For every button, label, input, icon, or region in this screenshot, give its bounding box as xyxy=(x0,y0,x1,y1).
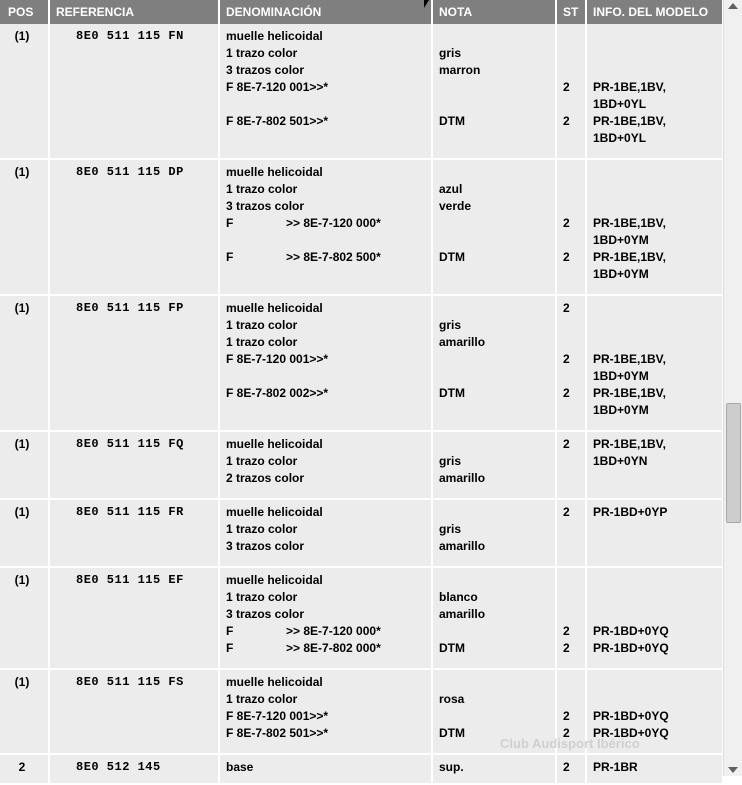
st-line: 2 xyxy=(563,709,570,723)
denominacion-line: 3 trazos color xyxy=(226,539,305,553)
header-pos[interactable]: POS xyxy=(0,0,50,24)
watermark-text: Club Audisport Ibérico xyxy=(500,736,640,751)
st-line xyxy=(563,266,585,283)
info-line: PR-1BD+0YQ xyxy=(593,624,669,638)
row-denominacion xyxy=(220,432,433,498)
nota-line xyxy=(439,232,555,249)
den-prefix: F xyxy=(226,624,234,638)
nota-line xyxy=(439,436,555,453)
st-line xyxy=(563,62,585,79)
row-denominacion xyxy=(220,24,433,158)
denominacion-line: muelle helicoidal xyxy=(226,573,323,587)
row-denominacion xyxy=(220,670,433,753)
nota-line: gris xyxy=(439,522,462,536)
row-info-modelo xyxy=(587,568,724,668)
row-referencia: 8E0 512 145 xyxy=(50,755,220,783)
denominacion-line xyxy=(226,215,431,232)
st-line: 2 xyxy=(563,624,570,638)
denominacion-line: 1 trazo color xyxy=(226,182,298,196)
info-line: PR-1BE,1BV, xyxy=(593,114,666,128)
denominacion-line: 1 trazo color xyxy=(226,318,298,332)
info-line: PR-1BR xyxy=(593,760,638,774)
row-nota xyxy=(433,296,557,430)
row-nota xyxy=(433,755,557,783)
st-line: 2 xyxy=(563,437,570,451)
scroll-down-arrow-icon[interactable] xyxy=(728,767,738,773)
denominacion-line: 3 trazos color xyxy=(226,63,305,77)
denominacion-line: muelle helicoidal xyxy=(226,437,323,451)
row-pos: (1) xyxy=(0,670,50,753)
info-line: 1BD+0YM xyxy=(593,233,649,247)
info-line xyxy=(593,28,722,45)
nota-line: rosa xyxy=(439,692,465,706)
st-line xyxy=(563,606,585,623)
row-nota xyxy=(433,160,557,294)
nota-line: gris xyxy=(439,46,462,60)
denominacion-line: F 8E-7-120 001>>* xyxy=(226,352,329,366)
row-referencia: 8E0 511 115 FP xyxy=(50,296,220,430)
row-referencia: 8E0 511 115 EF xyxy=(50,568,220,668)
nota-line xyxy=(439,130,555,147)
table-row[interactable] xyxy=(0,296,724,432)
row-denominacion xyxy=(220,755,433,783)
row-st xyxy=(557,296,587,430)
st-line: 2 xyxy=(563,641,570,655)
row-st xyxy=(557,568,587,668)
nota-line xyxy=(439,572,555,589)
row-nota xyxy=(433,568,557,668)
info-line: PR-1BD+0YP xyxy=(593,505,668,519)
nota-line: amarillo xyxy=(439,335,486,349)
st-line xyxy=(563,674,585,691)
st-line: 2 xyxy=(563,760,570,774)
header-denominacion[interactable]: DENOMINACIÓN xyxy=(220,0,433,24)
row-referencia: 8E0 511 115 FR xyxy=(50,500,220,566)
header-referencia[interactable]: REFERENCIA xyxy=(50,0,220,24)
row-nota xyxy=(433,432,557,498)
table-row[interactable] xyxy=(0,568,724,670)
st-line xyxy=(563,130,585,147)
st-line xyxy=(563,232,585,249)
nota-line xyxy=(439,266,555,283)
st-line xyxy=(563,164,585,181)
st-line xyxy=(563,317,585,334)
info-line: PR-1BD+0YQ xyxy=(593,726,669,740)
denominacion-line: 1 trazo color xyxy=(226,522,298,536)
row-denominacion xyxy=(220,160,433,294)
denominacion-line xyxy=(226,623,431,640)
row-nota xyxy=(433,500,557,566)
row-referencia: 8E0 511 115 FS xyxy=(50,670,220,753)
denominacion-line: muelle helicoidal xyxy=(226,165,323,179)
nota-line: azul xyxy=(439,182,463,196)
row-pos: (1) xyxy=(0,296,50,430)
header-info-modelo[interactable]: INFO. DEL MODELO xyxy=(587,0,724,24)
info-line xyxy=(593,470,722,487)
st-line xyxy=(563,181,585,198)
nota-line: DTM xyxy=(439,726,465,740)
denominacion-line: F 8E-7-802 501>>* xyxy=(226,114,329,128)
table-row[interactable] xyxy=(0,24,724,160)
st-line xyxy=(563,198,585,215)
den-prefix: F xyxy=(226,641,234,655)
nota-line xyxy=(439,28,555,45)
info-line: 1BD+0YN xyxy=(593,454,648,468)
den-range: >> 8E-7-802 000* xyxy=(286,641,381,655)
denominacion-line: 2 trazos color xyxy=(226,471,305,485)
row-st xyxy=(557,160,587,294)
st-line: 2 xyxy=(563,216,570,230)
st-line xyxy=(563,521,585,538)
info-line: 1BD+0YL xyxy=(593,131,647,145)
denominacion-line xyxy=(226,249,431,266)
denominacion-line xyxy=(226,368,431,385)
info-line: PR-1BE,1BV, xyxy=(593,80,666,94)
row-nota xyxy=(433,24,557,158)
info-line xyxy=(593,334,722,351)
info-line: PR-1BD+0YQ xyxy=(593,641,669,655)
denominacion-line xyxy=(226,266,431,283)
nota-line xyxy=(439,708,555,725)
row-pos: (1) xyxy=(0,432,50,498)
nota-line: blanco xyxy=(439,590,478,604)
table-row[interactable] xyxy=(0,160,724,296)
st-line xyxy=(563,368,585,385)
info-line xyxy=(593,606,722,623)
row-pos: (1) xyxy=(0,568,50,668)
denominacion-line: F 8E-7-802 501>>* xyxy=(226,726,329,740)
st-line: 2 xyxy=(563,352,570,366)
denominacion-line: muelle helicoidal xyxy=(226,29,323,43)
header-st[interactable]: ST xyxy=(557,0,587,24)
row-denominacion xyxy=(220,500,433,566)
denominacion-line xyxy=(226,640,431,657)
st-line xyxy=(563,589,585,606)
st-line xyxy=(563,538,585,555)
nota-line: amarillo xyxy=(439,539,486,553)
info-line: PR-1BD+0YQ xyxy=(593,709,669,723)
st-line xyxy=(563,45,585,62)
denominacion-line: muelle helicoidal xyxy=(226,505,323,519)
denominacion-line: 1 trazo color xyxy=(226,454,298,468)
denominacion-line: muelle helicoidal xyxy=(226,675,323,689)
row-referencia: 8E0 511 115 DP xyxy=(50,160,220,294)
denominacion-line: 1 trazo color xyxy=(226,692,298,706)
row-denominacion xyxy=(220,568,433,668)
nota-line: gris xyxy=(439,318,462,332)
nota-line: amarillo xyxy=(439,607,486,621)
info-line: PR-1BE,1BV, xyxy=(593,386,666,400)
nota-line: DTM xyxy=(439,114,465,128)
info-line: 1BD+0YM xyxy=(593,403,649,417)
info-line xyxy=(593,300,722,317)
st-line: 2 xyxy=(563,505,570,519)
info-line: 1BD+0YM xyxy=(593,369,649,383)
table-row[interactable] xyxy=(0,500,724,568)
st-line xyxy=(563,96,585,113)
nota-line xyxy=(439,351,555,368)
denominacion-line xyxy=(226,130,431,147)
nota-line xyxy=(439,504,555,521)
row-info-modelo xyxy=(587,755,724,783)
nota-line xyxy=(439,623,555,640)
nota-line xyxy=(439,215,555,232)
st-line xyxy=(563,334,585,351)
nota-line xyxy=(439,164,555,181)
st-line: 2 xyxy=(563,301,570,315)
info-line xyxy=(593,589,722,606)
row-referencia: 8E0 511 115 FN xyxy=(50,24,220,158)
info-line xyxy=(593,181,722,198)
nota-line: DTM xyxy=(439,386,465,400)
nota-line: amarillo xyxy=(439,471,486,485)
denominacion-line: F 8E-7-802 002>>* xyxy=(226,386,329,400)
row-denominacion xyxy=(220,296,433,430)
row-info-modelo xyxy=(587,160,724,294)
st-line xyxy=(563,453,585,470)
scroll-up-arrow-icon[interactable] xyxy=(728,3,738,9)
row-st xyxy=(557,500,587,566)
nota-line: DTM xyxy=(439,250,465,264)
nota-line xyxy=(439,79,555,96)
row-st xyxy=(557,24,587,158)
st-line xyxy=(563,572,585,589)
denominacion-line: 1 trazo color xyxy=(226,590,298,604)
den-range: >> 8E-7-120 000* xyxy=(286,624,381,638)
denominacion-line: 1 trazo color xyxy=(226,46,298,60)
header-nota[interactable]: NOTA xyxy=(433,0,557,24)
info-line: 1BD+0YM xyxy=(593,267,649,281)
info-line xyxy=(593,45,722,62)
table-header xyxy=(0,0,724,24)
den-prefix: F xyxy=(226,216,234,230)
st-line xyxy=(563,28,585,45)
nota-line xyxy=(439,674,555,691)
row-pos: (1) xyxy=(0,24,50,158)
info-line xyxy=(593,538,722,555)
nota-line: DTM xyxy=(439,641,465,655)
info-line: PR-1BE,1BV, xyxy=(593,250,666,264)
nota-line: verde xyxy=(439,199,472,213)
nota-line: marron xyxy=(439,63,481,77)
info-line xyxy=(593,691,722,708)
info-line xyxy=(593,164,722,181)
row-st xyxy=(557,432,587,498)
info-line: PR-1BE,1BV, xyxy=(593,352,666,366)
denominacion-line xyxy=(226,96,431,113)
nota-line xyxy=(439,96,555,113)
row-referencia: 8E0 511 115 FQ xyxy=(50,432,220,498)
row-st xyxy=(557,755,587,783)
den-prefix: F xyxy=(226,250,234,264)
nota-line: sup. xyxy=(439,760,464,774)
row-info-modelo xyxy=(587,24,724,158)
info-line: PR-1BE,1BV, xyxy=(593,437,666,451)
st-line: 2 xyxy=(563,726,570,740)
den-range: >> 8E-7-120 000* xyxy=(286,216,381,230)
row-info-modelo xyxy=(587,296,724,430)
info-line xyxy=(593,198,722,215)
row-info-modelo xyxy=(587,500,724,566)
row-pos: 2 xyxy=(0,755,50,783)
info-line xyxy=(593,572,722,589)
st-line: 2 xyxy=(563,80,570,94)
denominacion-line xyxy=(226,232,431,249)
denominacion-line: 3 trazos color xyxy=(226,199,305,213)
row-pos: (1) xyxy=(0,500,50,566)
info-line xyxy=(593,674,722,691)
table-row[interactable] xyxy=(0,755,724,785)
st-line xyxy=(563,402,585,419)
den-range: >> 8E-7-802 500* xyxy=(286,250,381,264)
st-line: 2 xyxy=(563,386,570,400)
info-line: PR-1BE,1BV, xyxy=(593,216,666,230)
st-line: 2 xyxy=(563,114,570,128)
info-line: 1BD+0YL xyxy=(593,97,647,111)
info-line xyxy=(593,317,722,334)
denominacion-line: base xyxy=(226,760,254,774)
st-line: 2 xyxy=(563,250,570,264)
vertical-scrollbar[interactable] xyxy=(723,0,742,776)
info-line xyxy=(593,62,722,79)
info-line xyxy=(593,521,722,538)
denominacion-line: F 8E-7-120 001>>* xyxy=(226,80,329,94)
scrollbar-thumb[interactable] xyxy=(726,403,741,523)
denominacion-line: F 8E-7-120 001>>* xyxy=(226,709,329,723)
table-row[interactable] xyxy=(0,432,724,500)
nota-line xyxy=(439,402,555,419)
nota-line xyxy=(439,300,555,317)
denominacion-line xyxy=(226,402,431,419)
row-info-modelo xyxy=(587,432,724,498)
nota-line xyxy=(439,368,555,385)
denominacion-line: 3 trazos color xyxy=(226,607,305,621)
denominacion-line: muelle helicoidal xyxy=(226,301,323,315)
row-pos: (1) xyxy=(0,160,50,294)
mouse-cursor-icon xyxy=(424,0,429,8)
st-line xyxy=(563,470,585,487)
parts-table-body xyxy=(0,24,724,785)
st-line xyxy=(563,691,585,708)
nota-line: gris xyxy=(439,454,462,468)
denominacion-line: 1 trazo color xyxy=(226,335,298,349)
